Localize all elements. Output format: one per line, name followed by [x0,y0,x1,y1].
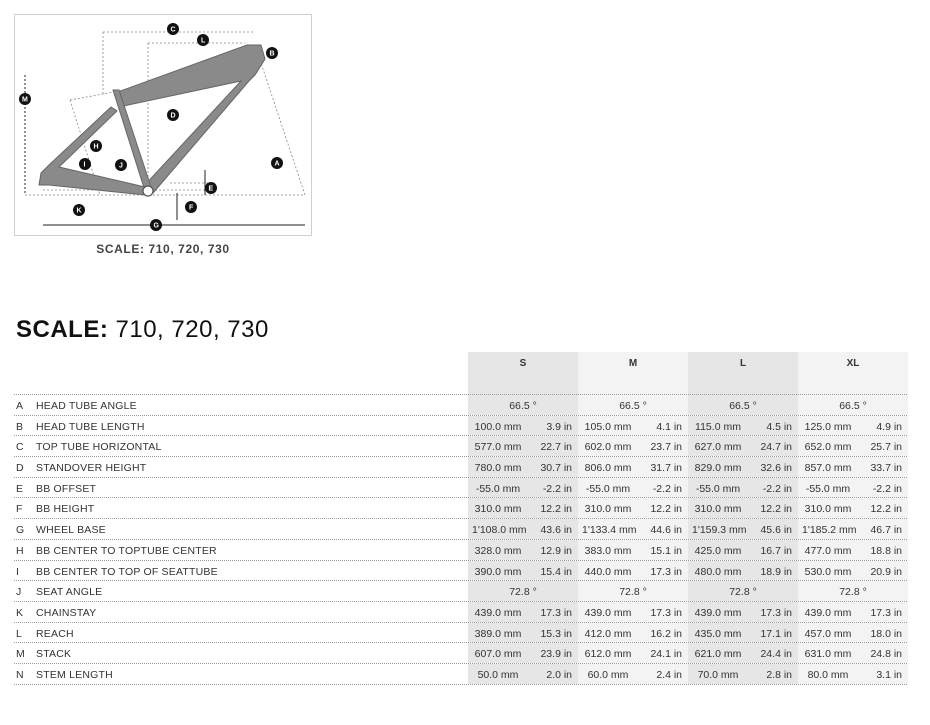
mm-value: -55.0 mm [475,482,521,495]
inch-value: 12.2 in [650,503,682,516]
inch-value: 20.9 in [870,565,902,578]
table-row [14,457,907,478]
mm-value: 80.0 mm [807,668,849,681]
table-cell [578,602,688,622]
table-row [14,581,907,602]
mm-value: 607.0 mm [474,648,522,661]
inch-value: 17.3 in [760,606,792,619]
table-cell [688,519,798,539]
inch-value: 12.2 in [870,503,902,516]
table-cell [688,478,798,498]
table-cell [798,416,908,436]
table-cell [578,519,688,539]
table-cell [578,643,688,663]
inch-value: -2.2 in [762,482,792,495]
mm-value: 631.0 mm [804,648,852,661]
inch-value: 23.7 in [650,441,682,454]
row-name: STEM LENGTH [36,668,113,681]
row-name: BB HEIGHT [36,503,95,516]
diagram-caption: SCALE: 710, 720, 730 [96,242,230,256]
angle-value: 72.8 ° [729,586,757,599]
inch-value: 17.1 in [760,627,792,640]
table-cell [798,436,908,456]
inch-value: 17.3 in [540,606,572,619]
mm-value: 60.0 mm [587,668,629,681]
angle-value: 72.8 ° [509,586,537,599]
table-cell [798,561,908,581]
svg-text:J: J [119,162,123,170]
svg-text:K: K [76,207,82,215]
table-cell [468,478,578,498]
inch-value: 4.9 in [876,420,902,433]
table-cell [468,498,578,518]
table-cell [798,643,908,663]
mm-value: 412.0 mm [584,627,632,640]
svg-text:L: L [201,37,206,45]
inch-value: 31.7 in [650,462,682,475]
mm-value: 105.0 mm [584,420,632,433]
inch-value: 18.8 in [870,544,902,557]
mm-value: 425.0 mm [694,544,742,557]
inch-value: 45.6 in [760,524,792,537]
mm-value: 310.0 mm [804,503,852,516]
row-name: HEAD TUBE LENGTH [36,420,145,433]
mm-value: -55.0 mm [805,482,851,495]
mm-value: 383.0 mm [584,544,632,557]
svg-text:H: H [93,143,99,151]
inch-value: 4.1 in [656,420,682,433]
row-name: SEAT ANGLE [36,586,103,599]
svg-text:A: A [274,160,280,168]
table-cell [798,498,908,518]
mm-value: 806.0 mm [584,462,632,475]
table-cell [688,602,798,622]
table-cell [798,540,908,560]
table-cell [798,478,908,498]
svg-text:B: B [269,50,275,58]
inch-value: 2.8 in [766,668,792,681]
inch-value: 17.3 in [650,606,682,619]
inch-value: 12.2 in [760,503,792,516]
inch-value: 15.1 in [650,544,682,557]
table-cell [688,416,798,436]
angle-value: 66.5 ° [729,400,757,412]
table-cell [578,581,688,601]
inch-value: 16.2 in [650,627,682,640]
table-header [14,352,907,395]
angle-value: 72.8 ° [839,586,867,599]
inch-value: 15.4 in [540,565,572,578]
mm-value: 310.0 mm [474,503,522,516]
mm-value: 857.0 mm [804,462,852,475]
mm-value: 612.0 mm [584,648,632,661]
table-cell [798,623,908,643]
inch-value: 25.7 in [870,441,902,454]
frame-geometry-diagram [14,14,312,236]
table-cell [578,498,688,518]
table-cell [578,623,688,643]
table-cell [468,540,578,560]
svg-text:G: G [153,222,159,230]
svg-text:I: I [83,161,86,169]
table-cell [468,623,578,643]
row-name: STANDOVER HEIGHT [36,462,147,475]
table-cell [578,416,688,436]
size-column-header: L [688,352,798,395]
row-name: BB CENTER TO TOPTUBE CENTER [36,544,217,557]
inch-value: 3.9 in [546,420,572,433]
mm-value: 310.0 mm [584,503,632,516]
inch-value: 2.4 in [656,668,682,681]
row-letter: B [16,420,24,433]
mm-value: 530.0 mm [804,565,852,578]
table-cell [688,395,798,415]
row-letter: J [16,586,22,599]
row-letter: I [16,565,19,578]
mm-value: 390.0 mm [474,565,522,578]
row-letter: A [16,400,24,412]
table-cell [468,519,578,539]
table-cell [688,540,798,560]
row-letter: L [16,627,22,640]
table-cell [688,581,798,601]
page-title [16,316,269,344]
angle-value: 72.8 ° [619,586,647,599]
table-cell [798,519,908,539]
inch-value: 43.6 in [540,524,572,537]
inch-value: 46.7 in [870,524,902,537]
mm-value: 435.0 mm [694,627,742,640]
inch-value: 32.6 in [760,462,792,475]
table-cell [798,581,908,601]
inch-value: -2.2 in [652,482,682,495]
mm-value: 1'108.0 mm [472,524,527,537]
table-row [14,664,907,685]
angle-value: 66.5 ° [509,400,537,412]
table-cell [578,478,688,498]
bike-frame-drawing [15,15,313,237]
mm-value: 440.0 mm [584,565,632,578]
inch-value: -2.2 in [542,482,572,495]
inch-value: 22.7 in [540,441,572,454]
angle-value: 66.5 ° [619,400,647,412]
table-row [14,416,907,437]
row-letter: M [16,648,25,661]
row-name: CHAINSTAY [36,606,97,619]
inch-value: 24.8 in [870,648,902,661]
inch-value: 23.9 in [540,648,572,661]
table-cell [798,664,908,684]
svg-text:E: E [208,185,214,193]
table-row [14,623,907,644]
table-row [14,602,907,623]
inch-value: 30.7 in [540,462,572,475]
row-letter: D [16,462,24,475]
mm-value: 652.0 mm [804,441,852,454]
mm-value: 439.0 mm [584,606,632,619]
inch-value: 24.7 in [760,441,792,454]
table-cell [688,498,798,518]
inch-value: 4.5 in [766,420,792,433]
table-cell [468,561,578,581]
mm-value: 50.0 mm [477,668,519,681]
table-cell [468,436,578,456]
table-cell [468,581,578,601]
svg-text:D: D [170,112,176,120]
mm-value: 439.0 mm [804,606,852,619]
row-name: BB OFFSET [36,482,97,495]
row-letter: F [16,503,23,516]
size-column-header: M [578,352,688,395]
mm-value: 1'159.3 mm [692,524,747,537]
inch-value: -2.2 in [872,482,902,495]
table-row [14,478,907,499]
row-name: HEAD TUBE ANGLE [36,400,137,412]
inch-value: 16.7 in [760,544,792,557]
angle-value: 66.5 ° [839,400,867,412]
row-name: WHEEL BASE [36,524,106,537]
table-cell [798,395,908,415]
table-row [14,561,907,582]
table-cell [578,436,688,456]
size-column-header: S [468,352,578,395]
mm-value: 328.0 mm [474,544,522,557]
row-letter: N [16,668,24,681]
table-cell [798,602,908,622]
mm-value: 457.0 mm [804,627,852,640]
table-cell [688,561,798,581]
table-row [14,540,907,561]
row-name: BB CENTER TO TOP OF SEATTUBE [36,565,218,578]
mm-value: 577.0 mm [474,441,522,454]
title-brand: SCALE: [16,316,109,343]
table-cell [468,602,578,622]
table-cell [468,395,578,415]
inch-value: 15.3 in [540,627,572,640]
inch-value: 24.4 in [760,648,792,661]
table-row [14,519,907,540]
row-name: STACK [36,648,72,661]
inch-value: 17.3 in [870,606,902,619]
svg-text:M: M [22,96,28,104]
mm-value: 621.0 mm [694,648,742,661]
inch-value: 44.6 in [650,524,682,537]
table-cell [468,457,578,477]
mm-value: 602.0 mm [584,441,632,454]
row-letter: E [16,482,24,495]
svg-text:C: C [170,26,176,34]
inch-value: 2.0 in [546,668,572,681]
row-letter: G [16,524,25,537]
table-cell [688,457,798,477]
inch-value: 12.9 in [540,544,572,557]
mm-value: 389.0 mm [474,627,522,640]
mm-value: -55.0 mm [695,482,741,495]
mm-value: 477.0 mm [804,544,852,557]
mm-value: 439.0 mm [474,606,522,619]
row-letter: K [16,606,24,619]
mm-value: 829.0 mm [694,462,742,475]
inch-value: 18.0 in [870,627,902,640]
row-name: REACH [36,627,74,640]
table-row [14,395,907,416]
mm-value: 125.0 mm [804,420,852,433]
mm-value: 780.0 mm [474,462,522,475]
inch-value: 17.3 in [650,565,682,578]
table-cell [688,664,798,684]
mm-value: 1'185.2 mm [802,524,857,537]
table-cell [468,416,578,436]
mm-value: 310.0 mm [694,503,742,516]
inch-value: 18.9 in [760,565,792,578]
svg-text:F: F [189,204,194,212]
row-letter: H [16,544,24,557]
mm-value: 439.0 mm [694,606,742,619]
table-cell [688,623,798,643]
mm-value: 100.0 mm [474,420,522,433]
table-cell [578,457,688,477]
mm-value: 627.0 mm [694,441,742,454]
inch-value: 24.1 in [650,648,682,661]
table-row [14,643,907,664]
table-row [14,436,907,457]
mm-value: -55.0 mm [585,482,631,495]
table-cell [468,664,578,684]
row-letter: C [16,441,24,454]
mm-value: 1'133.4 mm [582,524,637,537]
mm-value: 115.0 mm [695,420,741,433]
table-cell [468,643,578,663]
row-name: TOP TUBE HORIZONTAL [36,441,162,454]
table-cell [578,395,688,415]
inch-value: 33.7 in [870,462,902,475]
table-cell [578,540,688,560]
table-cell [798,457,908,477]
table-cell [578,664,688,684]
inch-value: 12.2 in [540,503,572,516]
table-cell [688,436,798,456]
table-cell [578,561,688,581]
inch-value: 3.1 in [876,668,902,681]
mm-value: 480.0 mm [694,565,742,578]
geometry-table [14,352,907,685]
mm-value: 70.0 mm [697,668,739,681]
title-models: 710, 720, 730 [115,316,269,343]
size-column-header: XL [798,352,908,395]
table-row [14,498,907,519]
table-cell [688,643,798,663]
